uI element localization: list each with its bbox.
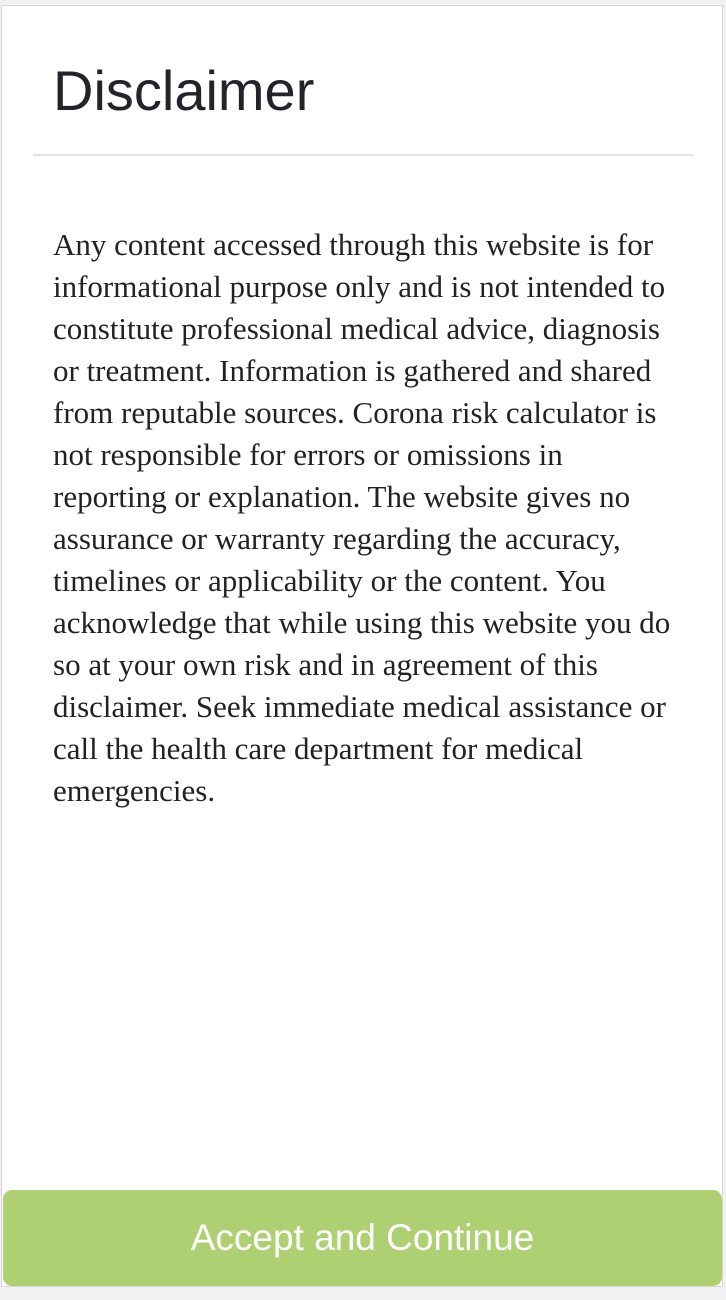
disclaimer-text: Any content accessed through this website is for informational purpose only and is not intended to constitute professional medical advice, diagnosis or treatment. Information is gathered and shared from reputable sources. Corona risk calculator is not responsible for errors or omissions in reporting or explanation. The website gives no assurance or warranty regarding the accuracy, timelines or applicability or the content. You acknowledge that while using this website you do so at your own risk and in agreement of this disclaimer. Seek immediate medical assistance or call the health care department for medical emergencies. xyxy=(53,227,671,808)
dialog-title: Disclaimer xyxy=(53,59,315,122)
disclaimer-dialog xyxy=(1,5,723,1287)
title-divider xyxy=(33,154,693,156)
accept-and-continue-button[interactable]: Accept and Continue xyxy=(3,1190,722,1286)
